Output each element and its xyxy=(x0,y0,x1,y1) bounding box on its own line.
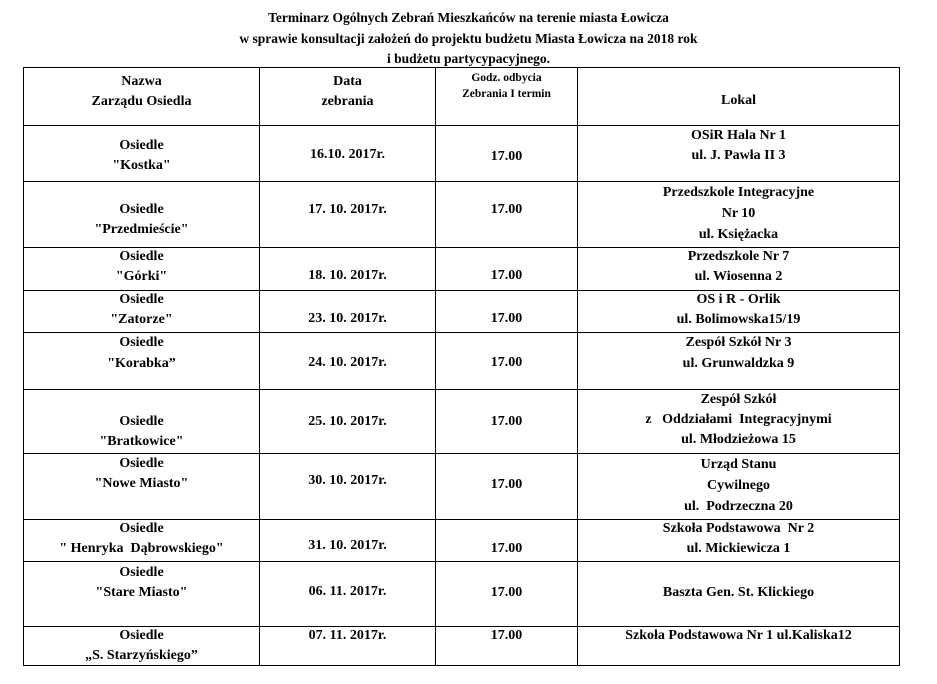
venue-line: ul. Bolimowska15/19 xyxy=(676,312,801,327)
venue-line: ul. Mickiewicza 1 xyxy=(686,541,791,556)
document-subtitle: w sprawie konsultacji założeń do projektu budżetu Miasta Łowicza na 2018 rok xyxy=(239,31,698,46)
header-date-line1: Data xyxy=(333,74,362,89)
document-title: Terminarz Ogólnych Zebrań Mieszkańców na terenie miasta Łowicza xyxy=(268,10,669,25)
meeting-time: 17.00 xyxy=(490,414,523,429)
table-row xyxy=(24,562,900,627)
venue-cell xyxy=(578,390,900,454)
estate-name-cell xyxy=(24,182,260,248)
meeting-time-cell xyxy=(436,627,578,666)
estate-name-cell xyxy=(24,627,260,666)
venue-cell xyxy=(578,562,900,627)
meeting-time-cell xyxy=(436,390,578,454)
header-time-line1: Godz. odbycia xyxy=(471,72,542,84)
meeting-date: 06. 11. 2017r. xyxy=(308,584,387,599)
estate-name-cell xyxy=(24,454,260,520)
meeting-time-cell xyxy=(436,291,578,333)
meeting-time: 17.00 xyxy=(490,149,523,164)
meeting-date: 17. 10. 2017r. xyxy=(308,202,387,217)
meeting-time-cell xyxy=(436,454,578,520)
meeting-time-cell xyxy=(436,248,578,291)
estate-label: Osiedle xyxy=(119,456,164,471)
estate-label: Osiedle xyxy=(119,249,164,264)
meeting-time: 17.00 xyxy=(490,202,523,217)
table-row xyxy=(24,291,900,333)
estate-name-cell xyxy=(24,248,260,291)
venue-cell xyxy=(578,291,900,333)
estate-label: Osiedle xyxy=(119,202,164,217)
venue-line: Szkoła Podstawowa Nr 2 xyxy=(662,521,815,536)
table-row xyxy=(24,248,900,291)
meeting-time-cell xyxy=(436,126,578,182)
table-header-row xyxy=(24,68,900,126)
estate-label: Osiedle xyxy=(119,521,164,536)
header-date-cell xyxy=(260,68,436,126)
meeting-time: 17.00 xyxy=(490,477,523,492)
venue-line: ul. Księżacka xyxy=(698,227,779,242)
venue-cell xyxy=(578,333,900,390)
estate-label: Osiedle xyxy=(119,335,164,350)
meeting-time: 17.00 xyxy=(490,355,523,370)
meeting-time: 17.00 xyxy=(490,585,523,600)
estate-name-cell xyxy=(24,390,260,454)
venue-line: ul. Grunwaldzka 9 xyxy=(682,356,795,371)
table-row xyxy=(24,454,900,520)
meeting-date-cell xyxy=(260,126,436,182)
estate-name: "Korabka” xyxy=(107,356,176,371)
venue-cell xyxy=(578,248,900,291)
venue-cell xyxy=(578,454,900,520)
meeting-time: 17.00 xyxy=(490,628,523,643)
venue-cell xyxy=(578,126,900,182)
meeting-date: 25. 10. 2017r. xyxy=(308,414,387,429)
table-row xyxy=(24,333,900,390)
estate-name: „S. Starzyńskiego” xyxy=(85,648,198,663)
estate-name-cell xyxy=(24,333,260,390)
venue-cell xyxy=(578,627,900,666)
meeting-date-cell xyxy=(260,562,436,627)
meeting-date-cell xyxy=(260,333,436,390)
meeting-date: 07. 11. 2017r. xyxy=(308,628,387,643)
meeting-date: 31. 10. 2017r. xyxy=(308,538,387,553)
table-row xyxy=(24,627,900,666)
venue-line: Nr 10 xyxy=(721,206,756,221)
venue-line: z Oddziałami Integracyjnymi xyxy=(645,412,832,427)
estate-label: Osiedle xyxy=(119,138,164,153)
estate-name-cell xyxy=(24,291,260,333)
table-row xyxy=(24,520,900,562)
venue-line: Cywilnego xyxy=(707,478,770,493)
estate-label: Osiedle xyxy=(119,565,164,580)
meeting-date-cell xyxy=(260,182,436,248)
venue-line: ul. J. Pawła II 3 xyxy=(691,148,786,163)
header-venue-cell xyxy=(578,68,900,126)
meetings-table xyxy=(23,67,900,666)
meeting-time-cell xyxy=(436,520,578,562)
estate-name-cell xyxy=(24,520,260,562)
meeting-time: 17.00 xyxy=(490,541,523,556)
estate-name-cell xyxy=(24,126,260,182)
header-name-cell xyxy=(24,68,260,126)
meeting-date-cell xyxy=(260,627,436,666)
estate-name: "Zatorze" xyxy=(110,312,173,327)
estate-label: Osiedle xyxy=(119,628,164,643)
estate-name: " Henryka Dąbrowskiego" xyxy=(59,541,224,556)
venue-line: Zespół Szkół xyxy=(700,392,777,407)
estate-name: "Górki" xyxy=(115,269,168,284)
estate-name-cell xyxy=(24,562,260,627)
venue-line: Przedszkole Nr 7 xyxy=(687,249,790,264)
header-time-line2: Zebrania I termin xyxy=(462,88,551,100)
meeting-time-cell xyxy=(436,562,578,627)
venue-line: ul. Wiosenna 2 xyxy=(694,269,783,284)
estate-name: "Przedmieście" xyxy=(94,222,189,237)
header-venue: Lokal xyxy=(720,93,756,108)
header-name-line2: Zarządu Osiedla xyxy=(91,94,192,109)
estate-label: Osiedle xyxy=(119,292,164,307)
estate-name: "Nowe Miasto" xyxy=(94,476,189,491)
venue-line: Zespół Szkół Nr 3 xyxy=(685,335,792,350)
meeting-date: 16.10. 2017r. xyxy=(310,147,385,162)
venue-line: OSiR Hala Nr 1 xyxy=(690,128,787,143)
meeting-date-cell xyxy=(260,454,436,520)
venue-line: Szkoła Podstawowa Nr 1 ul.Kaliska12 xyxy=(625,628,852,643)
meeting-date-cell xyxy=(260,390,436,454)
venue-line: Przedszkole Integracyjne xyxy=(662,185,815,200)
estate-name: "Stare Miasto" xyxy=(95,585,188,600)
estate-label: Osiedle xyxy=(119,414,164,429)
meeting-date: 30. 10. 2017r. xyxy=(308,473,387,488)
venue-line: OS i R - Orlik xyxy=(696,292,781,307)
venue-line: Urząd Stanu xyxy=(700,457,777,472)
table-row xyxy=(24,126,900,182)
estate-name: "Kostka" xyxy=(112,158,171,173)
meeting-time: 17.00 xyxy=(490,268,523,283)
header-date-line2: zebrania xyxy=(321,94,374,109)
meeting-date-cell xyxy=(260,248,436,291)
header-time-cell xyxy=(436,68,578,126)
table-row xyxy=(24,390,900,454)
meeting-date-cell xyxy=(260,520,436,562)
venue-line: ul. Młodzieżowa 15 xyxy=(681,432,796,447)
meeting-time-cell xyxy=(436,333,578,390)
meeting-date: 18. 10. 2017r. xyxy=(308,268,387,283)
meeting-time-cell xyxy=(436,182,578,248)
meeting-time: 17.00 xyxy=(490,311,523,326)
table-row xyxy=(24,182,900,248)
document-subtitle-continued: i budżetu partycypacyjnego. xyxy=(386,51,551,66)
venue-line: Baszta Gen. St. Klickiego xyxy=(662,585,815,600)
estate-name: "Bratkowice" xyxy=(99,434,184,449)
venue-cell xyxy=(578,520,900,562)
meeting-date: 23. 10. 2017r. xyxy=(308,311,387,326)
meeting-date: 24. 10. 2017r. xyxy=(308,355,387,370)
venue-line: ul. Podrzeczna 20 xyxy=(684,499,793,514)
meeting-date-cell xyxy=(260,291,436,333)
venue-cell xyxy=(578,182,900,248)
header-name-line1: Nazwa xyxy=(121,74,162,89)
